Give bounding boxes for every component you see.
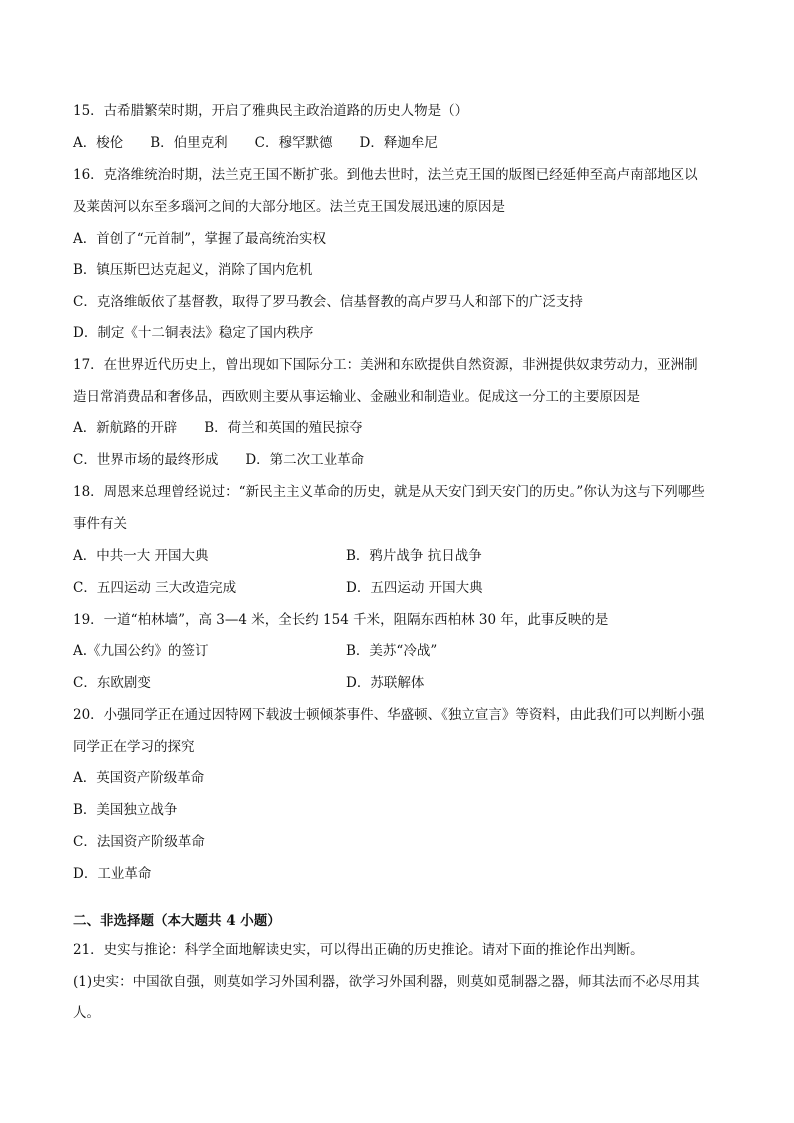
q15-options: A．梭伦 B．伯里克利 C．穆罕默德 D．释迦牟尼: [73, 135, 438, 151]
q19-option-d: D．苏联解体: [346, 675, 425, 691]
q17-options-line-2: C．世界市场的最终形成 D．第二次工业革命: [73, 452, 365, 468]
q15-stem: 15．古希腊繁荣时期，开启了雅典民主政治道路的历史人物是（）: [73, 103, 469, 119]
q17-stem-line-2: 造日常消费品和奢侈品，西欧则主要从事运输业、金融业和制造业。促成这一分工的主要原因是: [73, 389, 640, 405]
q20-option-d: D．工业革命: [73, 866, 152, 882]
q16-option-d: D．制定《十二铜表法》稳定了国内秩序: [73, 325, 314, 341]
q16-option-c: C．克洛维皈依了基督教，取得了罗马教会、信基督教的高卢罗马人和部下的广泛支持: [73, 294, 583, 310]
q21-stem: 21．史实与推论：科学全面地解读史实，可以得出正确的历史推论。请对下面的推论作出判断。: [73, 942, 644, 958]
q18-option-c: C．五四运动 三大改造完成: [73, 580, 237, 596]
q20-option-b: B．美国独立战争: [73, 802, 178, 818]
q16-stem-line-1: 16．克洛维统治时期，法兰克王国不断扩张。到他去世时，法兰克王国的版图已经延伸至高卢南部地区以: [73, 167, 698, 183]
q20-stem-line-1: 20．小强同学正在通过因特网下载波士顿倾茶事件、华盛顿、《独立宣言》等资料，由此我们可以判断小强: [73, 707, 705, 723]
q19-option-b: B．美苏“冷战”: [346, 643, 438, 659]
q21-part1-line-2: 人。: [73, 1005, 100, 1021]
q16-option-b: B．镇压斯巴达克起义，消除了国内危机: [73, 262, 313, 278]
q18-option-b: B．鸦片战争 抗日战争: [346, 548, 482, 564]
q19-option-c: C．东欧剧变: [73, 675, 151, 691]
q19-option-a: A.《九国公约》的签订: [73, 643, 209, 659]
q17-stem-line-1: 17．在世界近代历史上，曾出现如下国际分工：美洲和东欧提供自然资源，非洲提供奴隶劳动力，亚洲制: [73, 357, 698, 373]
q20-option-c: C．法国资产阶级革命: [73, 834, 205, 850]
section-heading: 二、非选择题（本大题共 4 小题）: [73, 913, 281, 929]
q21-part1-line-1: (1)史实：中国欲自强，则莫如学习外国利器，欲学习外国利器，则莫如觅制器之器，师其法而不必尽用其: [73, 974, 700, 990]
q17-options-line-1: A．新航路的开辟 B．荷兰和英国的殖民掠夺: [73, 420, 363, 436]
q20-option-a: A．英国资产阶级革命: [73, 770, 205, 786]
q20-stem-line-2: 同学正在学习的探究: [73, 739, 195, 755]
q18-stem-line-2: 事件有关: [73, 516, 127, 532]
q16-option-a: A．首创了“元首制”，掌握了最高统治实权: [73, 231, 327, 247]
q18-option-d: D．五四运动 开国大典: [346, 580, 483, 596]
q19-stem: 19．一道“柏林墙”，高 3—4 米，全长约 154 千米，阻隔东西柏林 30 年，此事反映的是: [73, 612, 609, 628]
q18-option-a: A．中共一大 开国大典: [73, 548, 209, 564]
q16-stem-line-2: 及莱茵河以东至多瑙河之间的大部分地区。法兰克王国发展迅速的原因是: [73, 199, 505, 215]
q18-stem-line-1: 18．周恩来总理曾经说过：“新民主主义革命的历史，就是从天安门到天安门的历史。”你认为这与下列哪些: [73, 484, 705, 500]
